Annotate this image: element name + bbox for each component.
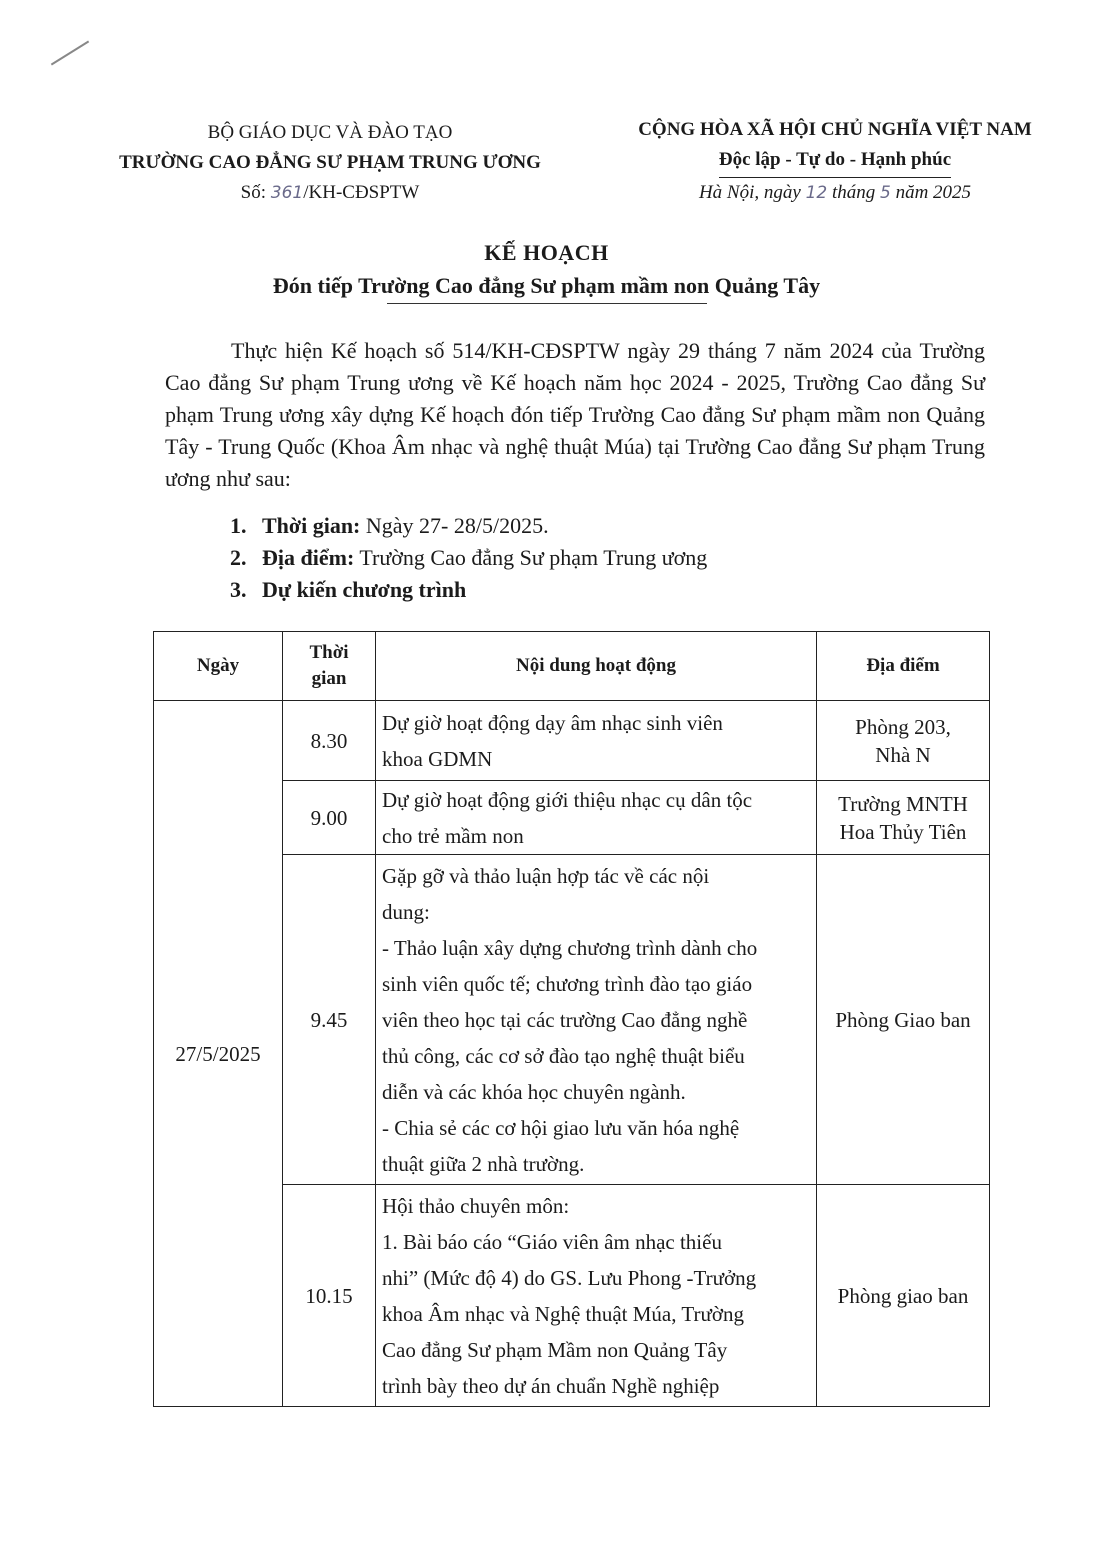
content-line: thuật giữa 2 nhà trường. — [382, 1151, 585, 1176]
country-name: CỘNG HÒA XÃ HỘI CHỦ NGHĨA VIỆT NAM — [638, 119, 1032, 140]
content-line: nhi” (Mức độ 4) do GS. Lưu Phong -Trưởng — [382, 1265, 757, 1290]
item-label: Địa điểm: — [262, 545, 355, 570]
cell-content — [376, 781, 817, 855]
place-line: Nhà N — [875, 742, 931, 767]
item-text: Ngày 27- 28/5/2025. — [360, 513, 549, 538]
content-line: sinh viên quốc tế; chương trình đào tạo giáo — [382, 971, 753, 996]
header-time-line: Thời — [309, 642, 349, 663]
content-line: dung: — [382, 899, 430, 924]
header-right — [600, 115, 1070, 208]
content-line: Cao đẳng Sư phạm Mầm non Quảng Tây — [382, 1337, 728, 1362]
document-number — [80, 178, 580, 208]
content-line: 1. Bài báo cáo “Giáo viên âm nhạc thiếu — [382, 1229, 722, 1254]
national-motto: Độc lập - Tự do - Hạnh phúc — [719, 145, 951, 178]
content-line: trình bày theo dự án chuẩn Nghề nghiệp — [382, 1373, 720, 1398]
content-line: - Chia sẻ các cơ hội giao lưu văn hóa nghệ — [382, 1115, 740, 1140]
date-prefix: Hà Nội, ngày — [698, 182, 806, 203]
item-label: Thời gian: — [262, 513, 361, 538]
cell-content — [376, 1185, 817, 1407]
cell-time: 9.00 — [283, 781, 376, 855]
header-place: Địa điểm — [817, 632, 990, 701]
cell-content — [376, 855, 817, 1185]
content-line: Dự giờ hoạt động giới thiệu nhạc cụ dân tộc — [382, 787, 753, 812]
content-line: diễn và các khóa học chuyên ngành. — [382, 1079, 686, 1104]
content-line: cho trẻ mầm non — [382, 823, 524, 848]
subtitle-text: Đón tiếp Trường Cao đẳng Sư phạm mầm non Quảng Tây — [272, 273, 821, 298]
content-line: viên theo học tại các trường Cao đẳng nghề — [382, 1007, 748, 1032]
place-line: Phòng giao ban — [837, 1283, 969, 1308]
header-content: Nội dung hoạt động — [376, 632, 817, 701]
content-line: khoa Âm nhạc và Nghệ thuật Múa, Trường — [382, 1301, 744, 1326]
date-month-label: tháng — [827, 182, 880, 203]
ministry-name: BỘ GIÁO DỤC VÀ ĐÀO TẠO — [207, 122, 453, 143]
place-line: Phòng 203, — [855, 714, 951, 739]
place-line: Hoa Thủy Tiên — [839, 819, 967, 844]
plan-item-place — [230, 542, 707, 574]
table-row — [154, 701, 990, 781]
document-title: KẾ HOẠCH — [484, 240, 609, 265]
header-time-line: gian — [311, 668, 347, 689]
plan-item-program — [230, 574, 707, 606]
school-name: TRƯỜNG CAO ĐẲNG SƯ PHẠM TRUNG ƯƠNG — [119, 152, 541, 173]
intro-text: Thực hiện Kế hoạch số 514/KH-CĐSPTW ngày 29 tháng 7 năm 2024 của Trường Cao đẳng Sư phạm Trung ương về Kế hoạch năm học 2024 - 2025, Trường Cao đẳng Sư phạm Trung ương xây dựng Kế hoạch đón tiếp Trường Cao đẳng Sư phạm mầm non Quảng Tây - Trung Quốc (Khoa Âm nhạc và nghệ thuật Múa) tại Trường Cao đẳng Sư phạm Trung ương như sau: — [165, 338, 985, 491]
plan-item-time — [230, 510, 707, 542]
document-subtitle — [0, 273, 1093, 304]
header-date: Ngày — [154, 632, 283, 701]
pen-mark — [51, 40, 89, 65]
header-time — [283, 632, 376, 701]
content-line: - Thảo luận xây dựng chương trình dành cho — [382, 935, 758, 960]
content-line: khoa GDMN — [382, 746, 493, 771]
table-header-row — [154, 632, 990, 701]
cell-date: 27/5/2025 — [154, 701, 283, 1407]
cell-place — [817, 855, 990, 1185]
subtitle-underline — [387, 303, 707, 304]
place-line: Trường MNTH — [838, 791, 968, 816]
item-number: 1. — [230, 513, 247, 538]
cell-time: 10.15 — [283, 1185, 376, 1407]
content-line: thủ công, các cơ sở đào tạo nghệ thuật biểu — [382, 1043, 745, 1068]
cell-place — [817, 781, 990, 855]
number-suffix: /KH-CĐSPTW — [303, 182, 420, 203]
cell-time: 8.30 — [283, 701, 376, 781]
date-month: 5 — [879, 183, 891, 203]
plan-items — [230, 510, 707, 606]
cell-place — [817, 701, 990, 781]
cell-content — [376, 701, 817, 781]
date-year: năm 2025 — [890, 182, 972, 203]
item-text: Trường Cao đẳng Sư phạm Trung ương — [354, 545, 708, 570]
place-line: Phòng Giao ban — [835, 1007, 971, 1032]
content-line: Dự giờ hoạt động dạy âm nhạc sinh viên — [382, 710, 723, 735]
content-line: Gặp gỡ và thảo luận hợp tác về các nội — [382, 863, 710, 888]
cell-time: 9.45 — [283, 855, 376, 1185]
schedule-table — [153, 631, 990, 1407]
content-line: Hội thảo chuyên môn: — [382, 1193, 570, 1218]
item-number: 3. — [230, 577, 247, 602]
number-prefix: Số: — [240, 182, 271, 203]
item-label: Dự kiến chương trình — [262, 577, 467, 602]
intro-paragraph — [165, 335, 985, 495]
number-handwritten: 361 — [270, 183, 304, 203]
item-number: 2. — [230, 545, 247, 570]
header-left — [80, 118, 580, 208]
cell-place — [817, 1185, 990, 1407]
document-date — [600, 178, 1070, 208]
date-day: 12 — [805, 183, 828, 203]
